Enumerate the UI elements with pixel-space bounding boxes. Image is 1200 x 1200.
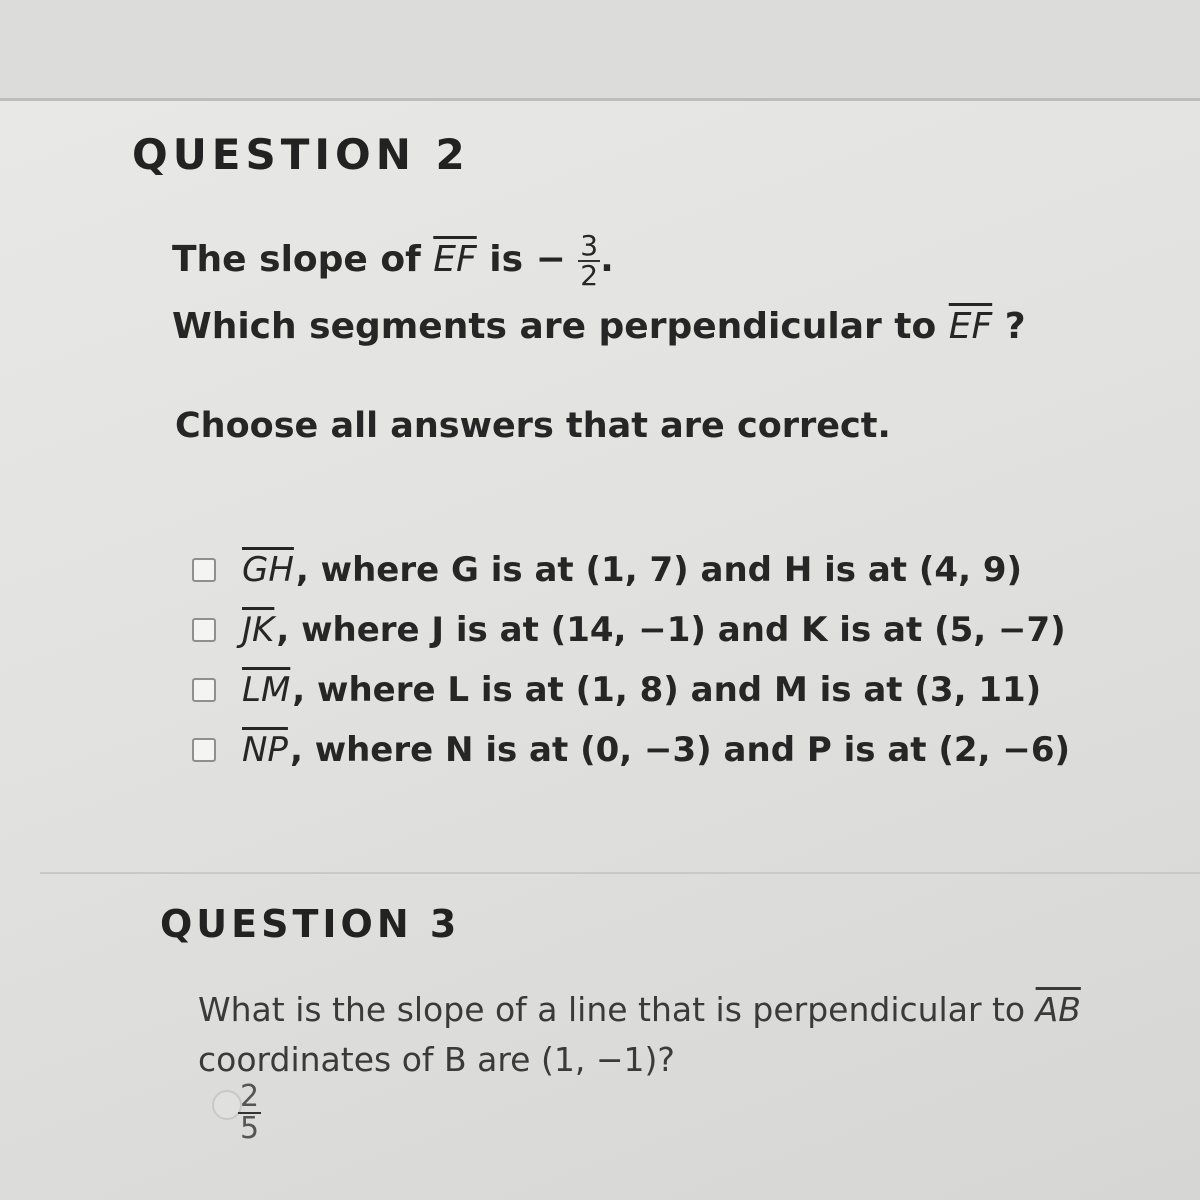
segment-ef: $\overline{EF}$: [433, 239, 477, 280]
checkbox[interactable]: [192, 618, 216, 642]
answer-fraction: [238, 1079, 261, 1146]
option-text: , where G is at (1, 7) and H is at (4, 9): [295, 550, 1023, 590]
question-divider: [40, 872, 1200, 874]
slope-numerator: 3: [580, 229, 599, 262]
question-2-instruction: Choose all answers that are correct.: [175, 406, 891, 446]
prompt-text: is: [476, 239, 536, 280]
question-2-prompt-line1: [172, 229, 614, 292]
prompt-text: The slope of: [172, 239, 434, 280]
question-3-prompt-line1: [198, 990, 1081, 1029]
prompt-period: .: [600, 239, 614, 280]
option-text: , where J is at (14, −1) and K is at (5, −7): [276, 610, 1066, 650]
checkbox[interactable]: [192, 558, 216, 582]
question-3-prompt-line2: coordinates of B are (1, −1)?: [198, 1040, 675, 1079]
option-jk[interactable]: [192, 600, 1070, 660]
checkbox[interactable]: [192, 678, 216, 702]
top-divider: [0, 98, 1200, 101]
prompt-text: ?: [992, 306, 1026, 347]
option-text: , where L is at (1, 8) and M is at (3, 11): [292, 670, 1042, 710]
fraction-denominator: 5: [240, 1111, 260, 1146]
segment-label: $\overline{LM}$: [242, 670, 291, 710]
fraction: [238, 1079, 261, 1146]
slope-denominator: 2: [580, 259, 599, 292]
prompt-text: Which segments are perpendicular to: [172, 306, 949, 347]
answer-options: [192, 540, 1070, 780]
segment-ab: $\overline{AB}$: [1035, 990, 1081, 1029]
question-3-heading: QUESTION 3: [160, 902, 461, 946]
option-text: , where N is at (0, −3) and P is at (2, −6): [289, 730, 1071, 770]
top-strip: [0, 0, 1200, 98]
slope-fraction: [578, 229, 600, 292]
segment-label: $\overline{JK}$: [242, 610, 275, 650]
option-lm[interactable]: [192, 660, 1070, 720]
slope-sign: −: [535, 239, 566, 280]
segment-ef: $\overline{EF}$: [948, 306, 993, 347]
fraction-numerator: 2: [240, 1079, 260, 1114]
option-gh[interactable]: [192, 540, 1070, 600]
segment-label: $\overline{GH}$: [242, 550, 294, 590]
question-2-heading: QUESTION 2: [132, 130, 470, 179]
checkbox[interactable]: [192, 738, 216, 762]
prompt-text: What is the slope of a line that is perpendicular to: [198, 990, 1036, 1029]
segment-label: $\overline{NP}$: [242, 730, 288, 770]
option-np[interactable]: [192, 720, 1070, 780]
question-2-prompt-line2: [172, 306, 1026, 347]
